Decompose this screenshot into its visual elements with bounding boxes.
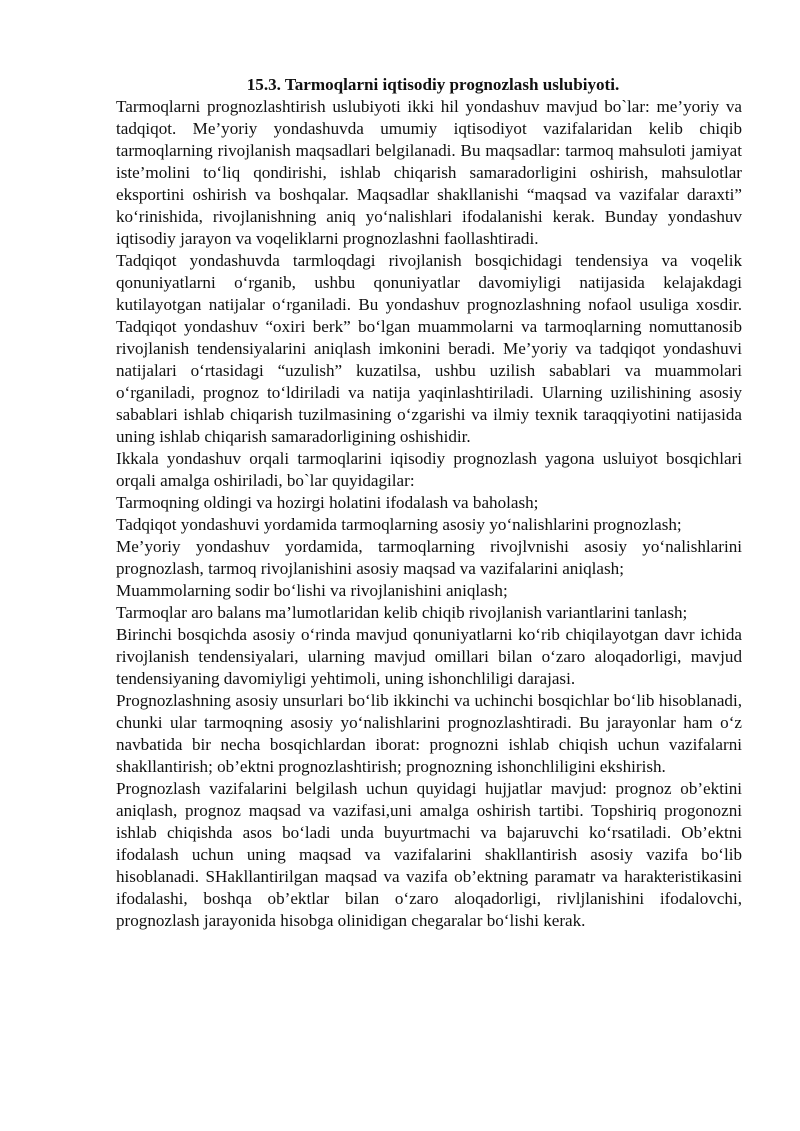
paragraph-first-stage: Birinchi bosqichda asosiy o‘rinda mavjud qonuniyatlarni ko‘rib chiqilayotgan davr ichida rivojlanish tendensiyalari, ularning mavjud omillari bilan o‘zaro aloqadorligi, mavjud tendensiyaning davomiyligi yehtimoli, uning ishonchliligi darajasi.: [116, 625, 742, 688]
section-title: 15.3. Tarmoqlarni iqtisodiy prognozlash uslubiyoti.: [246, 75, 620, 94]
list-item-stage-1: Tarmoqning oldingi va hozirgi holatini ifodalash va baholash;: [116, 493, 539, 512]
paragraph-forecast-elements: Prognozlashning asosiy unsurlari bo‘lib ikkinchi va uchinchi bosqichlar bo‘lib hisoblanadi, chunki ular tarmoqning asosiy yo‘nalishlarini prognozlashtiradi. Bu jarayonlar ham o‘z navbatida bir necha bosqichlardan iborat: prognozni ishlab chiqish uchun vazifalarni shakllantirish; ob’ektni prognozlashtirish; prognozning ishonchliligini ekshirish.: [116, 691, 742, 776]
paragraph-stages-intro: Ikkala yondashuv orqali tarmoqlarini iqisodiy prognozlash yagona usluiyot bosqichlari orqali amalga oshiriladi, bo`lar quyidagilar:: [116, 449, 742, 490]
paragraph-forecast-tasks: Prognozlash vazifalarini belgilash uchun quyidagi hujjatlar mavjud: prognoz ob’ektini aniqlash, prognoz maqsad va vazifasi,uni amalga oshirish tartibi. Topshiriq progonozni ishlab chiqishda asos bo‘ladi unda buyurtmachi va bajaruvchi ko‘rsatiladi. Ob’ektni ifodalash uchun uning maqsad va vazifalarini shakllantirish asosiy vazifa bo‘lib hisoblanadi. SHakllantirilgan maqsad va vazifa ob’ektning paramatr va harakteristikasini ifodalashi, boshqa ob’ektlar bilan o‘zaro aloqadorligi, rivljlanishini ifodalovchi, prognozlash jarayonida hisobga olinidigan chegaralar bo‘lishi kerak.: [116, 779, 742, 930]
list-item-stage-5: Tarmoqlar aro balans ma’lumotlaridan kelib chiqib rivojlanish variantlarini tanlash;: [116, 603, 688, 622]
list-item-stage-4: Muammolarning sodir bo‘lishi va rivojlanishini aniqlash;: [116, 581, 508, 600]
list-item-stage-3: Me’yoriy yondashuv yordamida, tarmoqlarning rivojlvnishi asosiy yo‘nalishlarini prognozlash, tarmoq rivojlanishini asosiy maqsad va vazifalarini aniqlash;: [116, 537, 742, 578]
paragraph-normative-approach: Tarmoqlarni prognozlashtirish uslubiyoti ikki hil yondashuv mavjud bo`lar: me’yoriy va tadqiqot. Me’yoriy yondashuvda umumiy iqtisodiyot vazifalaridan kelib chiqib tarmoqlarning rivojlanish maqsadlari belgilanadi. Bu maqsadlar: tarmoq mahsuloti jamiyat iste’molini to‘liq qondirishi, ishlab chiqarish samaradorligini oshirish, mahsulotlar eksportini oshirish va boshqalar. Maqsadlar shakllanishi “maqsad va vazifalar daraxti” ko‘rinishida, rivojlanishning aniq yo‘nalishlari ifodalanishi kerak. Bunday yondashuv iqtisodiy jarayon va voqeliklarni prognozlashni faollashtiradi.: [116, 97, 742, 248]
document-page: [116, 74, 742, 932]
list-item-stage-2: Tadqiqot yondashuvi yordamida tarmoqlarning asosiy yo‘nalishlarini prognozlash;: [116, 515, 682, 534]
paragraph-research-approach: Tadqiqot yondashuvda tarmloqdagi rivojlanish bosqichidagi tendensiya va voqelik qonuniyatlarni o‘rganib, ushbu qonuniyatlar davomiyligi natijasida kelajakdagi kutilayotgan natijalar o‘rganiladi. Bu yondashuv prognozlashning nofaol usuliga xosdir. Tadqiqot yondashuv “oxiri berk” bo‘lgan muammolarni va tarmoqlarning nomuttanosib rivojlanish tendensiyalarini aniqlash imkonini beradi. Me’yoriy va tadqiqot yondashuvi natijalari o‘rtasidagi “uzulish” kuzatilsa, ushbu uzilish sabablari va muammolari o‘rganiladi, prognoz to‘ldiriladi va natija yaqinlashtiriladi. Ularning uzilishining asosiy sabablari ishlab chiqarish tuzilmasining o‘zgarishi va ilmiy texnik taraqqiyotini natijasida uning ishlab chiqarish samaradorligining oshishidir.: [116, 251, 742, 446]
